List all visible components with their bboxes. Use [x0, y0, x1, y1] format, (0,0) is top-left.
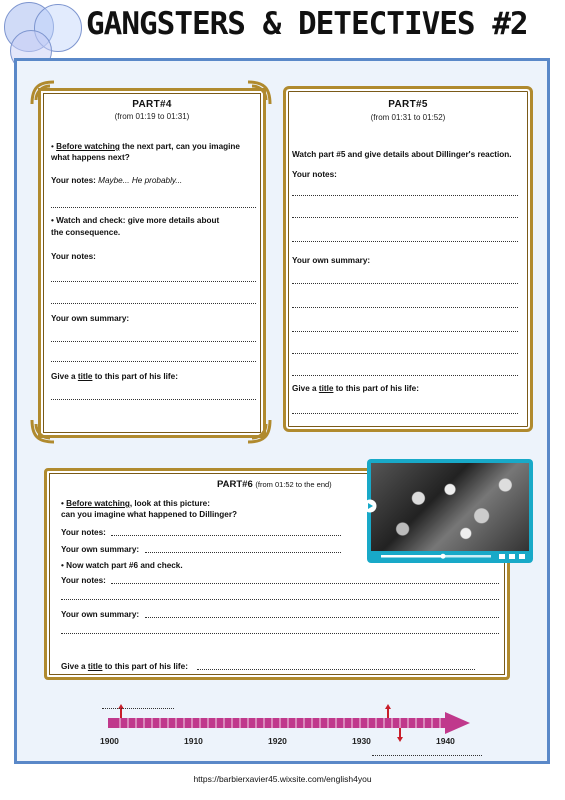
footer-url[interactable]: https://barbierxavier45.wixsite.com/english4you — [193, 774, 372, 784]
part4-title: PART#4 — [132, 99, 172, 110]
part4-summary-label: Your own summary: — [51, 314, 130, 323]
timeline-year-label: 1920 — [268, 736, 287, 746]
part4-question1-line2: what happens next? — [51, 153, 130, 162]
answer-line[interactable] — [51, 207, 256, 208]
part6-question1-line2: can you imagine what happened to Dillinger? — [61, 510, 238, 519]
answer-line[interactable] — [102, 708, 174, 709]
part5-instruction: Watch part #5 and give details about Dillinger's reaction. — [292, 150, 512, 159]
answer-line[interactable] — [145, 617, 499, 618]
answer-line[interactable] — [292, 413, 518, 414]
ornament-corner-icon — [246, 80, 272, 106]
part6-title: PART#6 (from 01:52 to the end) — [217, 479, 332, 490]
answer-line[interactable] — [292, 241, 518, 242]
part6-notes-label2: Your notes: — [61, 576, 106, 585]
part4-notes-label: Your notes: Maybe... He probably... — [51, 176, 183, 185]
answer-line[interactable] — [292, 331, 518, 332]
ornament-corner-icon — [30, 80, 56, 106]
answer-line[interactable] — [111, 535, 341, 536]
timeline-arrow — [100, 712, 470, 734]
answer-line[interactable] — [51, 281, 256, 282]
timeline-marker-down-icon — [396, 728, 404, 742]
timeline-marker-up-icon — [384, 704, 392, 718]
answer-line[interactable] — [292, 283, 518, 284]
part6-summary-label: Your own summary: — [61, 545, 140, 554]
answer-line[interactable] — [145, 552, 341, 553]
part6-question2: • Now watch part #6 and check. — [61, 561, 183, 570]
ornament-corner-icon — [246, 418, 272, 444]
answer-line[interactable] — [111, 583, 499, 584]
part5-panel — [283, 86, 533, 432]
part4-notes-label2: Your notes: — [51, 252, 96, 261]
timeline-year-label: 1930 — [352, 736, 371, 746]
answer-line[interactable] — [51, 361, 256, 362]
part4-question2-line2: the consequence. — [51, 228, 121, 237]
timeline-year-label: 1900 — [100, 736, 119, 746]
answer-line[interactable] — [292, 307, 518, 308]
video-progress-bar[interactable] — [371, 552, 529, 561]
part4-title-prompt: Give a title to this part of his life: — [51, 372, 178, 381]
video-player[interactable] — [367, 459, 533, 563]
answer-line[interactable] — [292, 375, 518, 376]
part4-panel — [38, 88, 266, 438]
answer-line[interactable] — [51, 399, 256, 400]
part5-title-prompt: Give a title to this part of his life: — [292, 384, 419, 393]
play-icon[interactable] — [363, 499, 377, 513]
part6-title-prompt: Give a title to this part of his life: — [61, 662, 188, 671]
page-title: GANGSTERS & DETECTIVES #2 — [86, 6, 528, 42]
part5-summary-label: Your own summary: — [292, 256, 371, 265]
answer-line[interactable] — [61, 633, 499, 634]
part6-notes-label: Your notes: — [61, 528, 106, 537]
video-thumbnail — [371, 463, 529, 551]
part5-time: (from 01:31 to 01:52) — [370, 113, 446, 122]
timeline-year-label: 1940 — [436, 736, 455, 746]
part6-question1: • Before watching, look at this picture: — [61, 499, 210, 508]
part4-question2: • Watch and check: give more details about — [51, 216, 220, 225]
ornament-corner-icon — [30, 418, 56, 444]
part6-summary-label2: Your own summary: — [61, 610, 140, 619]
answer-line[interactable] — [51, 341, 256, 342]
part4-question1: • Before watching the next part, can you imagine — [51, 142, 240, 151]
answer-line[interactable] — [292, 353, 518, 354]
answer-line[interactable] — [51, 303, 256, 304]
answer-line[interactable] — [292, 217, 518, 218]
part5-notes-label: Your notes: — [292, 170, 337, 179]
answer-line[interactable] — [197, 669, 475, 670]
answer-line[interactable] — [61, 599, 499, 600]
timeline-marker-up-icon — [117, 704, 125, 718]
part5-title: PART#5 — [388, 99, 428, 110]
timeline-year-label: 1910 — [184, 736, 203, 746]
answer-line[interactable] — [372, 755, 482, 756]
answer-line[interactable] — [292, 195, 518, 196]
part4-time: (from 01:19 to 01:31) — [114, 112, 190, 121]
